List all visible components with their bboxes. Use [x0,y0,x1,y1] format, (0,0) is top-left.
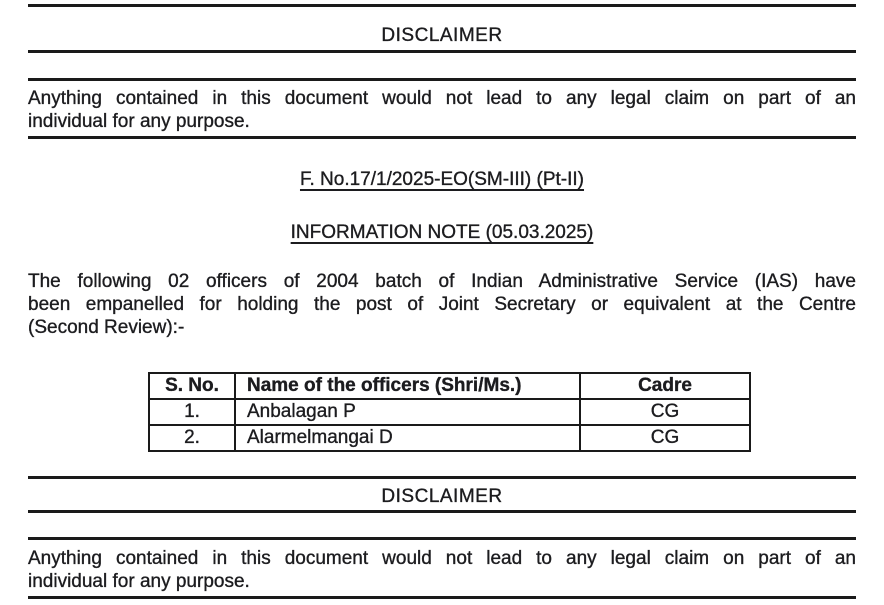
disclaimer-line: Anything contained in this document would not lead to any legal claim on part of an [28,88,856,109]
cell-cadre: CG [580,399,750,425]
header-officer-name: Name of the officers (Shri/Ms.) [235,373,580,399]
header-serial-number: S. No. [149,373,235,399]
table-row [149,399,750,425]
paragraph-line: (Second Review):- [28,317,185,338]
bottom-disclaimer-title: DISCLAIMER [381,486,503,507]
paragraph-line: been empanelled for holding the post of Joint Secretary or equivalent at the Centre [28,294,856,315]
horizontal-rule [28,476,856,479]
paragraph-line: The following 02 officers of 2004 batch of Indian Administrative Service (IAS) have [28,271,856,292]
bottom-disclaimer-body [28,547,856,593]
table-header-row [149,373,750,399]
disclaimer-line: individual for any purpose. [28,111,250,132]
information-note-text: INFORMATION NOTE (05.03.2025) [290,222,594,243]
cell-serial-number: 2. [149,425,235,451]
disclaimer-line: individual for any purpose. [28,571,250,592]
top-disclaimer-body [28,87,856,133]
horizontal-rule [28,78,856,81]
horizontal-rule [28,136,856,139]
cell-serial-number: 1. [149,399,235,425]
horizontal-rule [28,537,856,540]
horizontal-rule [28,596,856,599]
file-number-text: F. No.17/1/2025-EO(SM-III) (Pt-II) [299,169,585,190]
horizontal-rule [28,510,856,513]
cell-officer-name: Anbalagan P [235,399,580,425]
cell-cadre: CG [580,425,750,451]
file-number-heading [28,168,856,191]
intro-paragraph [28,270,856,339]
table-row [149,425,750,451]
horizontal-rule [28,4,856,7]
header-cadre: Cadre [580,373,750,399]
officers-table [148,372,751,452]
information-note-heading [28,221,856,244]
top-disclaimer-title: DISCLAIMER [381,25,503,46]
horizontal-rule [28,50,856,53]
cell-officer-name: Alarmelmangai D [235,425,580,451]
disclaimer-line: Anything contained in this document would not lead to any legal claim on part of an [28,548,856,569]
